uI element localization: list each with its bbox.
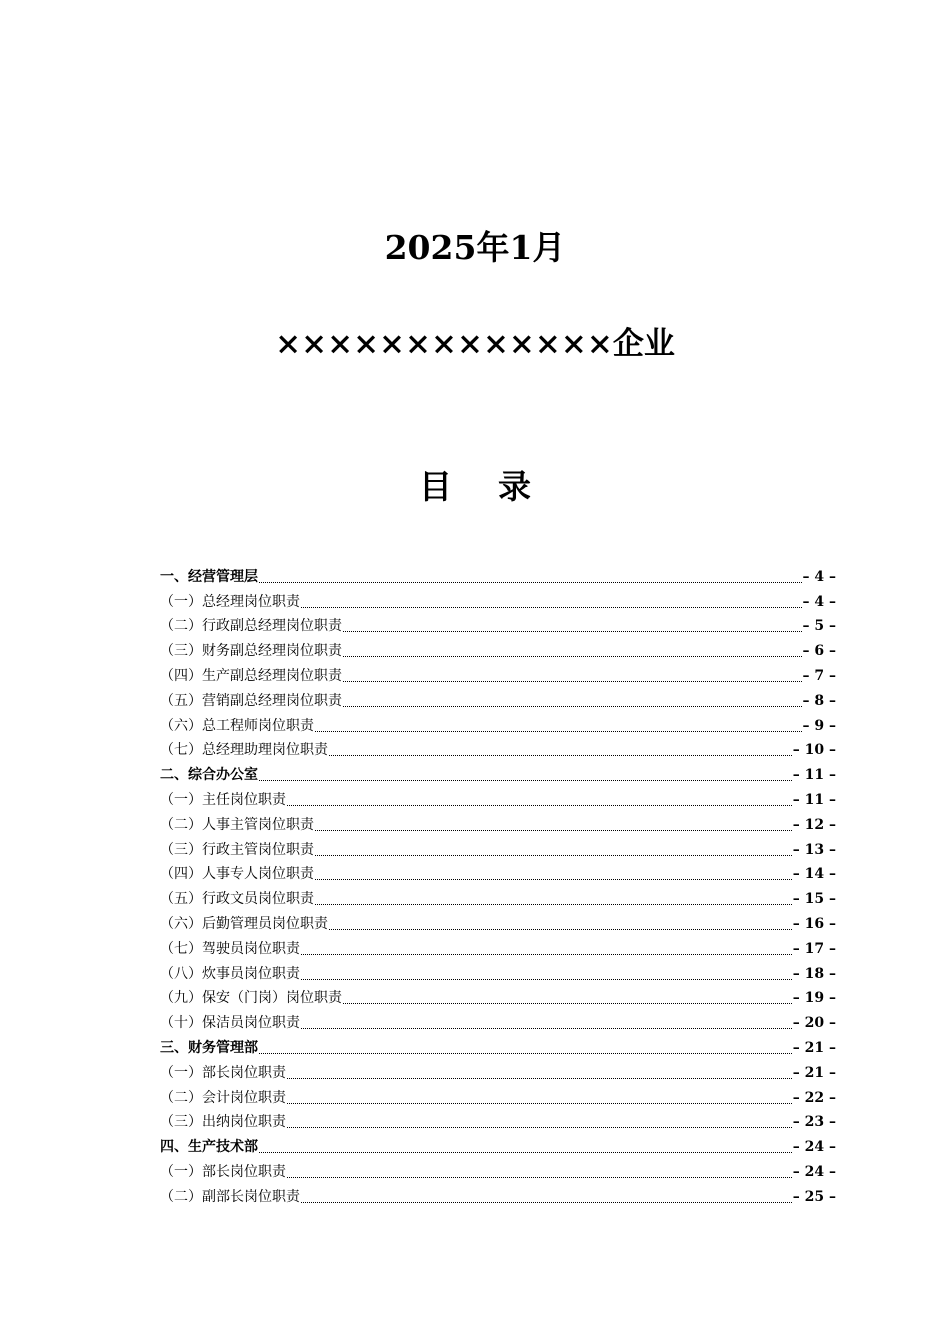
- toc-subsection-entry[interactable]: [160, 1181, 836, 1206]
- toc-dot-leader: [301, 978, 792, 980]
- toc-dot-leader: [287, 1176, 792, 1178]
- toc-entry-label: （五）行政文员岗位职责: [160, 891, 314, 908]
- toc-entry-label: 二、综合办公室: [160, 767, 258, 784]
- toc-entry-page: – 6 –: [802, 643, 836, 660]
- toc-entry-page: – 15 –: [792, 891, 836, 908]
- toc-dot-leader: [287, 804, 792, 806]
- toc-entry-label: （五）营销副总经理岗位职责: [160, 692, 342, 709]
- toc-dot-leader: [343, 705, 802, 707]
- toc-dot-leader: [259, 779, 792, 781]
- toc-entry-page: – 17 –: [792, 940, 836, 957]
- toc-subsection-entry[interactable]: [160, 586, 836, 611]
- toc-subsection-entry[interactable]: [160, 908, 836, 933]
- toc-dot-leader: [329, 928, 792, 930]
- toc-entry-label: （七）驾驶员岗位职责: [160, 940, 300, 957]
- toc-dot-leader: [287, 1102, 792, 1104]
- toc-entry-page: – 11 –: [792, 767, 836, 784]
- toc-section-entry[interactable]: [160, 1131, 836, 1156]
- toc-entry-label: （一）主任岗位职责: [160, 791, 286, 808]
- toc-entry-page: – 21 –: [792, 1039, 836, 1056]
- toc-entry-page: – 14 –: [792, 866, 836, 883]
- toc-subsection-entry[interactable]: [160, 784, 836, 809]
- toc-dot-leader: [259, 1151, 792, 1153]
- toc-subsection-entry[interactable]: [160, 834, 836, 859]
- toc-entry-page: – 12 –: [792, 816, 836, 833]
- toc-subsection-entry[interactable]: [160, 1007, 836, 1032]
- toc-entry-page: – 4 –: [802, 593, 836, 610]
- toc-entry-page: – 10 –: [792, 742, 836, 759]
- toc-subsection-entry[interactable]: [160, 710, 836, 735]
- toc-section-entry[interactable]: [160, 561, 836, 586]
- toc-entry-page: – 20 –: [792, 1015, 836, 1032]
- toc-subsection-entry[interactable]: [160, 685, 836, 710]
- toc-entry-page: – 24 –: [792, 1163, 836, 1180]
- toc-dot-leader: [343, 1002, 792, 1004]
- toc-entry-label: （三）出纳岗位职责: [160, 1114, 286, 1131]
- toc-entry-page: – 25 –: [792, 1188, 836, 1205]
- toc-subsection-entry[interactable]: [160, 635, 836, 660]
- toc-subsection-entry[interactable]: [160, 883, 836, 908]
- toc-entry-page: – 9 –: [802, 717, 836, 734]
- toc-entry-page: – 5 –: [802, 618, 836, 635]
- toc-entry-label: （二）行政副总经理岗位职责: [160, 618, 342, 635]
- toc-dot-leader: [343, 680, 802, 682]
- toc-entry-label: （十）保洁员岗位职责: [160, 1015, 300, 1032]
- company-name: ×××××××××××××企业: [275, 326, 675, 362]
- toc-entry-label: （三）行政主管岗位职责: [160, 841, 314, 858]
- toc-dot-leader: [301, 953, 792, 955]
- toc-entry-label: （一）部长岗位职责: [160, 1163, 286, 1180]
- toc-dot-leader: [301, 1027, 792, 1029]
- toc-entry-label: （一）部长岗位职责: [160, 1064, 286, 1081]
- toc-dot-leader: [343, 630, 802, 632]
- toc-subsection-entry[interactable]: [160, 1107, 836, 1132]
- toc-entry-label: （二）会计岗位职责: [160, 1089, 286, 1106]
- toc-subsection-entry[interactable]: [160, 809, 836, 834]
- toc-subsection-entry[interactable]: [160, 660, 836, 685]
- toc-entry-page: – 8 –: [802, 692, 836, 709]
- toc-entry-label: 四、生产技术部: [160, 1139, 258, 1156]
- toc-dot-leader: [343, 655, 802, 657]
- toc-entry-page: – 21 –: [792, 1064, 836, 1081]
- toc-entry-page: – 24 –: [792, 1139, 836, 1156]
- toc-entry-label: （一）总经理岗位职责: [160, 593, 300, 610]
- toc-entry-page: – 4 –: [802, 568, 836, 585]
- toc-subsection-entry[interactable]: [160, 735, 836, 760]
- toc-entry-page: – 16 –: [792, 915, 836, 932]
- toc-subsection-entry[interactable]: [160, 958, 836, 983]
- toc-dot-leader: [315, 829, 792, 831]
- toc-entry-label: （三）财务副总经理岗位职责: [160, 643, 342, 660]
- toc-entry-page: – 7 –: [802, 667, 836, 684]
- toc-dot-leader: [301, 606, 802, 608]
- toc-entry-label: （四）人事专人岗位职责: [160, 866, 314, 883]
- toc-subsection-entry[interactable]: [160, 859, 836, 884]
- toc-entry-page: – 13 –: [792, 841, 836, 858]
- toc-subsection-entry[interactable]: [160, 983, 836, 1008]
- toc-entry-page: – 22 –: [792, 1089, 836, 1106]
- toc-entry-page: – 11 –: [792, 791, 836, 808]
- toc-dot-leader: [287, 1126, 792, 1128]
- toc-entry-label: （七）总经理助理岗位职责: [160, 742, 328, 759]
- table-of-contents: [160, 561, 836, 1206]
- toc-dot-leader: [259, 1052, 792, 1054]
- toc-entry-label: 一、经营管理层: [160, 568, 258, 585]
- toc-entry-label: （八）炊事员岗位职责: [160, 965, 300, 982]
- toc-entry-label: 三、财务管理部: [160, 1039, 258, 1056]
- toc-entry-label: （六）后勤管理员岗位职责: [160, 915, 328, 932]
- toc-subsection-entry[interactable]: [160, 1082, 836, 1107]
- toc-entry-page: – 19 –: [792, 990, 836, 1007]
- toc-section-entry[interactable]: [160, 1032, 836, 1057]
- toc-entry-page: – 23 –: [792, 1114, 836, 1131]
- toc-dot-leader: [329, 754, 792, 756]
- toc-entry-label: （六）总工程师岗位职责: [160, 717, 314, 734]
- toc-title: 目 录: [419, 467, 531, 506]
- toc-dot-leader: [259, 581, 802, 583]
- toc-section-entry[interactable]: [160, 759, 836, 784]
- toc-subsection-entry[interactable]: [160, 1156, 836, 1181]
- toc-dot-leader: [287, 1077, 792, 1079]
- document-date: 2025年1月: [384, 228, 566, 267]
- toc-dot-leader: [301, 1201, 792, 1203]
- toc-entry-label: （四）生产副总经理岗位职责: [160, 667, 342, 684]
- toc-entry-label: （二）副部长岗位职责: [160, 1188, 300, 1205]
- toc-dot-leader: [315, 854, 792, 856]
- toc-entry-page: – 18 –: [792, 965, 836, 982]
- toc-dot-leader: [315, 730, 802, 732]
- toc-subsection-entry[interactable]: [160, 933, 836, 958]
- toc-entry-label: （二）人事主管岗位职责: [160, 816, 314, 833]
- toc-dot-leader: [315, 903, 792, 905]
- toc-dot-leader: [315, 878, 792, 880]
- toc-subsection-entry[interactable]: [160, 611, 836, 636]
- toc-entry-label: （九）保安（门岗）岗位职责: [160, 990, 342, 1007]
- toc-subsection-entry[interactable]: [160, 1057, 836, 1082]
